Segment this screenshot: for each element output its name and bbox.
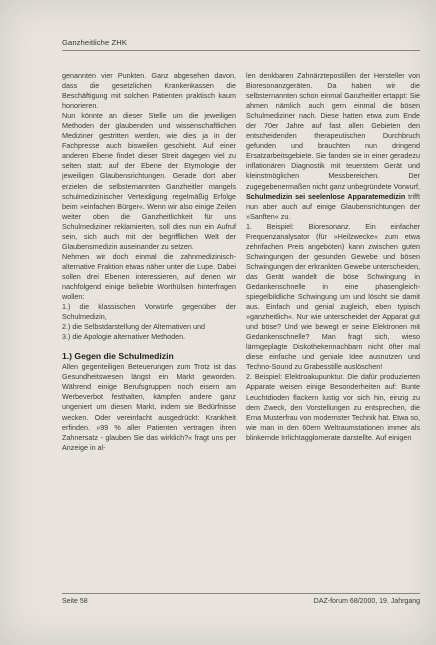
journal-info: DAZ-forum 68/2000, 19. Jahrgang — [313, 598, 420, 605]
paragraph: 1. Beispiel: Bioresonanz. Ein einfacher Frequenzanalysator (für »Heilzwecke« zum etwa zehnfachen Preis angeboten) kann zwischen guten Schwingungen der gesunden Gewebe und bösen Schwingungen der erkrankten Gewebe unterscheiden, das Gerät wandelt die böse Schwingung in Gedankenschnelle in eine phasengleich-spiegelbildliche Schwingung um und löscht sie damit aus. Einfach und genial zugleich, eben typisch »ganzheitlich«. Nur wie unterscheidet der Apparat gut und böse? Und wie bewegt er seine Elektronen mit Gedankenschnelle? Man fragt sich, wieso lärmgeplagte Diskothekennachbarn nicht öfter mal diese einfache und geniale Idee ausnutzen und Techno-Sound zu Grabesstille auslöschen! — [246, 221, 420, 372]
section-heading: 1.) Gegen die Schulmedizin — [62, 351, 174, 362]
footer-rule — [62, 593, 420, 594]
running-title: Ganzheitliche ZHK — [62, 38, 128, 47]
paragraph: 2. Beispiel: Elektroakupunktur. Die dafür produzierten Apparate weisen einige Besonderheiten auf: Bunte Leuchtdioden flackern lustig vor sich hin, einzig zu dem Zweck, den Vorstellungen zu entsprechen, die Erna Musterfrau von modernster Technik hat. Etwa so, wie man in den 60ern Weltraumstationen immer als blinkernde Irrlichtagglomerate darstellte. Auf einigen — [246, 372, 420, 442]
paragraph: Allen gegenteiligen Beteuerungen zum Trotz ist das Gesundheitswesen längst ein Markt geworden. Während einige Berufsgruppen noch eisern am Werbeverbot festhalten, kämpfen andere ganz ungeniert um diesen Markt, indem sie Bedürfnisse wecken. Oder vereinfacht ausgedrückt: Krankheit erfinden. »99 % aller Patienten vertragen ihren Zahnersatz - glauben Sie das wirklich?« fragt uns per Anzeige in al- — [62, 362, 236, 452]
bold-phrase: Schulmedizin sei seelenlose Apparatemedizin — [246, 191, 406, 201]
left-column — [62, 71, 236, 453]
header-rule — [62, 50, 420, 51]
right-column — [246, 71, 420, 443]
text-run: trifft nun aber auch auf einige Glaubensrichtungen der »Sanften« zu. — [246, 191, 420, 221]
list-item: 1.) die klassischen Vorwürfe gegenüber der Schulmedizin, — [62, 302, 236, 322]
paragraph: Nun könnte an dieser Stelle um die jeweiligen Methoden der glaubenden und wissenschaftlichen Mediziner gestritten werden, wie dies ja in der Fachpresse auch bisweilen geschieht. Auf einer anderen Ebene findet dieser Streit dagegen viel zu selten statt: auf der Ebene der Etymologie der jeweiligen Glaubensrichtungen. Gerade dort aber erzielen die selbsternannten Ganzheitler mangels schulmedizinischer Verteidigung regelmäßig Erfolge beim »einfachen Bürger«. Wenn wir also einige Zeilen weiter oben die Ganzheitlichkeit für uns Schulmediziner reklamierten, soll dies nun ein Aufruf sein, sich auch mit der begrifflichen Welt der Glaubensmedizin auseinander zu setzen. — [62, 111, 236, 251]
paragraph: Nehmen wir doch einmal die zahnmedizinisch-alternative Fraktion etwas näher unter die Lupe. Dabei sollen drei Ebenen interessieren, auf denen wir nachfolgend einige beliebte Worthülsen hinterfragen wollen: — [62, 251, 236, 302]
page-number: Seite 58 — [62, 598, 88, 605]
paragraph: genannten vier Punkten. Ganz abgesehen davon, dass die gesetzlichen Krankenkassen die Beschäftigung mit solchen Patienten praktisch kaum honorieren. — [62, 71, 236, 111]
paragraph — [246, 71, 420, 222]
list-item: 3.) die Apologie alternativer Methoden. — [62, 332, 186, 342]
list-item: 2.) die Selbstdarstellung der Alternativen und — [62, 322, 206, 332]
text-run: len denkbaren Zahnärztepostillen der Hersteller von Bioresonanzgeräten. Da haben wir die selbsternannten schon einmal Ganzheitler ertappt: Sie ahmen nämlich auch gern einmal die bösen Schulmediziner nach. Diese hatten etwa zum Ende der 70er Jahre auf fast allen Gebieten den entscheidenden therapeutischen Durchbruch gefunden und brauchten nun dringend Ersatzarbeitsgebiete. Sie fanden sie in einer geradezu inflationären Diagnostik mit teuerstem Gerät und kleinstmöglichen Messbereichen. Der zugegebenermaßen nicht ganz unbegründete Vorwurf, — [246, 71, 420, 191]
